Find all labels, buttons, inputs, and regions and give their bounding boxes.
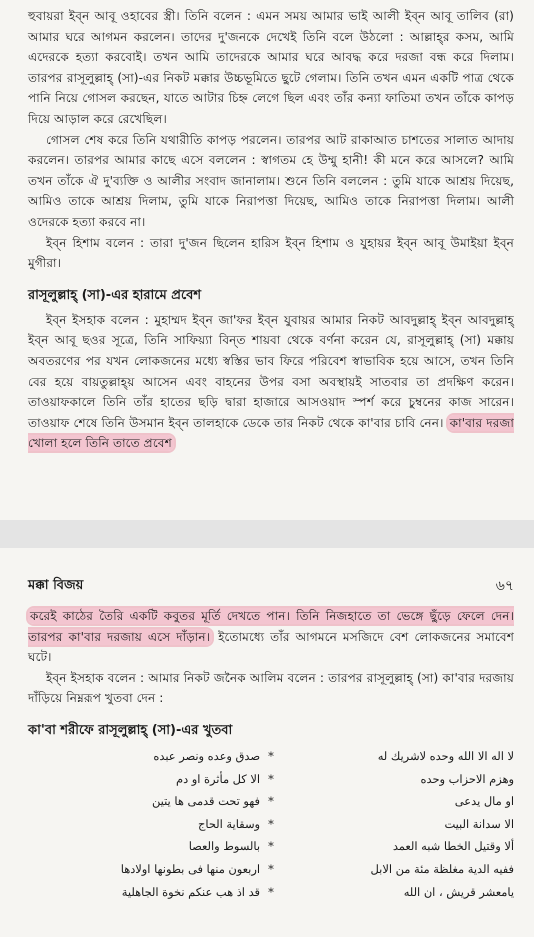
paragraph-3: ইব্‌ন হিশাম বলেন : তারা দু'জন ছিলেন হারিস ইব্‌ন হিশাম ও যুহায়র ইব্‌ন আবূ উমাইয়া ইব্‌ন মুগীরা।: [28, 235, 514, 271]
verse-separator: *: [268, 816, 274, 831]
paragraph-5: [28, 606, 514, 668]
running-head: [0, 548, 534, 606]
khutba-verse-row: [28, 768, 514, 791]
book-page-bottom: [0, 548, 534, 937]
khutba-verse-right: او مال يدعى: [454, 794, 514, 809]
chapter-title: মক্কা বিজয়: [28, 577, 84, 593]
khutba-verse-left: الا كل مأثرة او دم: [176, 771, 260, 786]
paragraph-1: হুবায়রা ইব্‌ন আবূ ওহাবের স্ত্রী। তিনি বলেন : এমন সময় আমার ভাই আলী ইব্‌ন আবূ তালিব (রা) আমার ঘরে আগমন করলেন। তাদের দু'জনকে দেখেই তিনি বলে উঠলো : আল্লাহ্‌র কসম, আমি এদেরকে হত্যা করবোই। তখন আমি তাদেরকে আমার ঘরে আবদ্ধ করে দরজা বন্ধ করে দিলাম। তারপর রাসূলুল্লাহ্‌ (সা)-এর নিকট মক্কার উচ্চভূমিতে ছুটে গেলাম। তিনি তখন এমন একটি পাত্র থেকে পানি নিয়ে গোসল করছেন, যাতে আটার চিহ্ন লেগে ছিল এবং তাঁর কন্যা ফাতিমা তখন তাঁকে কাপড় দিয়ে আড়াল করে রেখেছিল।: [28, 9, 514, 126]
page-gap: [0, 520, 534, 548]
section-heading-khutba: কা'বা শরীফে রাসূলুল্লাহ্‌ (সা)-এর খুতবা: [28, 722, 233, 738]
verse-separator: *: [268, 748, 274, 763]
khutba-verse-right: ففيه الدية مغلظة مئة من الابل: [370, 861, 514, 876]
page-number: ৬৭: [495, 578, 514, 594]
verse-separator: *: [268, 884, 274, 899]
khutba-verse-row: [28, 790, 514, 813]
khutba-verse-left: صدق وعده ونصر عبده: [153, 748, 260, 763]
paragraph-5-text: ইতোমধ্যে তাঁর আগমনে মসজিদে বেশ লোকজনের সমাবেশ ঘটে।: [28, 629, 514, 665]
khutba-verse-left: قد اذ هب عنكم نخوة الجاهلية: [121, 884, 260, 899]
khutba-verse-right: لا اله الا الله وحده لاشريك له: [377, 748, 514, 763]
khutba-verse-left: اربعون منها فى بطونها اولادها: [120, 861, 260, 876]
highlight-pigeon-idol: করেই কাঠের তৈরি একটি কবুতর মূর্তি দেখতে পান। তিনি নিজহাতে তা ভেঙ্গে ছুঁড়ে ফেলে দেন। তারপর কা'বার দরজায় এসে দাঁড়ান।: [28, 609, 514, 644]
khutba-verse-row: [28, 835, 514, 858]
section-heading-haram-entry: রাসূলুল্লাহ্‌ (সা)-এর হারামে প্রবেশ: [28, 287, 202, 303]
khutba-verse-right: وهزم الاحزاب وحده: [420, 771, 514, 786]
khutba-verse-left: وسقاية الحاج: [198, 816, 260, 831]
verse-separator: *: [268, 794, 274, 809]
khutba-verse-row: [28, 813, 514, 836]
khutba-verse-right: يامعشر قريش ، ان الله: [403, 884, 514, 899]
highlight-kaba-door: কা'বার দরজা খোলা হলে তিনি তাতে প্রবেশ: [28, 415, 514, 451]
verse-separator: *: [268, 839, 274, 854]
khutba-verse-right: الا سدانة البيت: [444, 816, 514, 831]
khutba-verses: [28, 745, 514, 903]
khutba-verse-row: [28, 881, 514, 904]
paragraph-6: ইব্‌ন ইসহাক বলেন : আমার নিকট জনৈক আলিম বলেন : তারপর রাসূলুল্লাহ্‌ (সা) কা'বার দরজায় দাঁড়িয়ে নিম্নরূপ খুতবা দেন :: [28, 670, 514, 706]
khutba-verse-row: [28, 745, 514, 768]
paragraph-2: গোসল শেষ করে তিনি যথারীতি কাপড় পরলেন। তারপর আট রাকাআত চাশতের সালাত আদায় করলেন। তারপর আমার কাছে এসে বললেন : স্বাগতম হে উম্মু হানী! কী মনে করে আসলে? আমি তখন তাঁকে ঐ দু'ব্যক্তি ও আলীর সংবাদ জানালাম। শুনে তিনি বললেন : তুমি যাকে আশ্রয় দিয়েছ, আমিও তাকে আশ্রয় দিলাম, তুমি যাকে নিরাপত্তা দিয়েছ, আমিও তাকে নিরাপত্তা দিলাম। আলী ওদেরকে হত্যা করবে না।: [28, 132, 514, 229]
paragraph-4-text: ইব্‌ন ইসহাক বলেন : মুহাম্মদ ইব্‌ন জা'ফর ইব্‌ন যুবায়র আমার নিকট আবদুল্লাহ্‌ ইব্‌ন আবদুল্লাহ্‌ ইব্‌ন আবূ ছওর সূত্রে, তিনি সাফিয়্যা বিন্‌ত শায়বা থেকে বর্ণনা করেন যে, রাসূলুল্লাহ্‌ (সা) মক্কায় অবতরণের পর যখন লোকজনের মধ্যে স্বস্তির ভাব ফিরে পরিবেশ স্বাভাবিক হয়ে আসে, তখন তিনি বের হয়ে বায়তুল্লাহ্‌য় আসেন এবং বাহনের উপর বসা অবস্থায়ই সাতবার তা প্রদক্ষিণ করেন। তাওয়াফকালে তিনি তাঁর হাতের ছড়ি দ্বারা হাজারে আসওয়াদ স্পর্শ করে চুম্বনের কাজ সারেন। তাওয়াফ শেষে তিনি উসমান ইব্‌ন তালহাকে ডেকে তার নিকট থেকে কা'বার চাবি নেন।: [28, 312, 514, 430]
khutba-verse-right: ألا وقتيل الخطا شبه العمد: [392, 839, 514, 854]
khutba-verse-left: بالسوط والعصا: [188, 839, 260, 854]
khutba-verse-left: فهو تحت قدمى ها يتين: [152, 794, 260, 809]
khutba-verse-row: [28, 858, 514, 881]
verse-separator: *: [268, 771, 274, 786]
paragraph-4: [28, 310, 514, 454]
verse-separator: *: [268, 861, 274, 876]
